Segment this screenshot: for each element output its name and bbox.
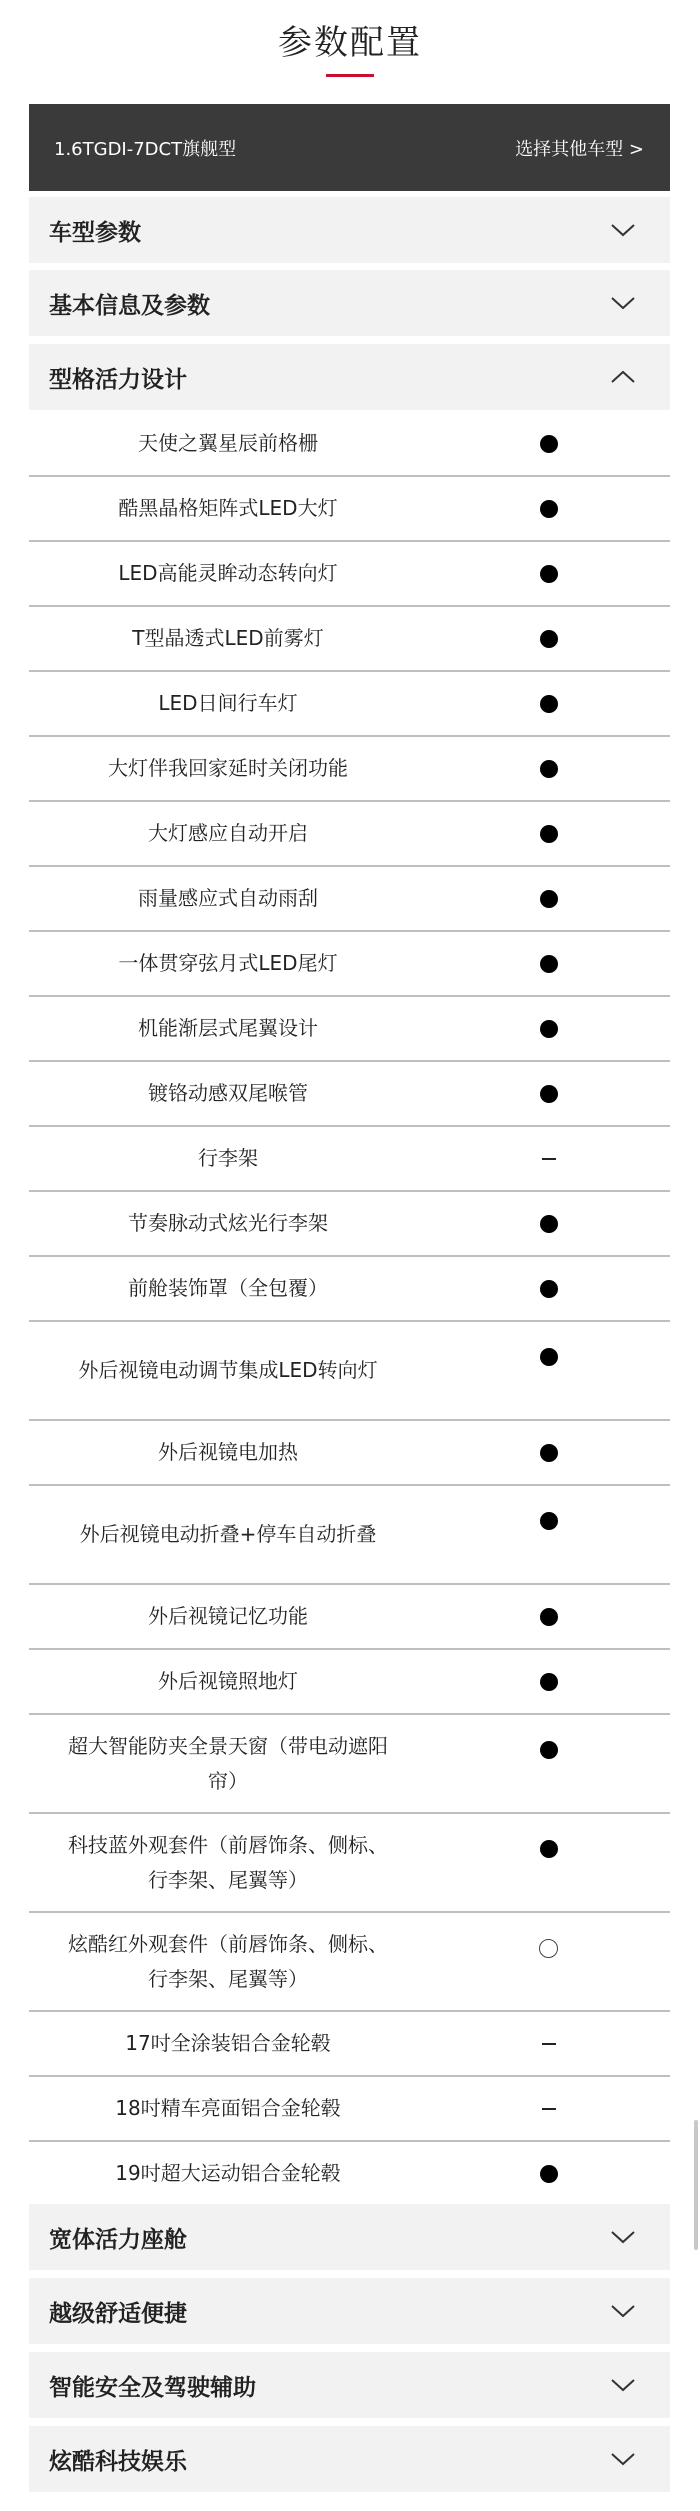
feature-value — [427, 2077, 670, 2140]
section-header-safety[interactable] — [29, 2352, 670, 2418]
section-label: 型格活力设计 — [49, 366, 187, 393]
feature-name: 天使之翼星辰前格栅 — [138, 431, 318, 455]
feature-value — [427, 932, 670, 995]
section-label: 宽体活力座舱 — [49, 2226, 187, 2253]
filled-dot-icon — [540, 565, 558, 583]
bottom-sections — [29, 2204, 670, 2500]
feature-value — [427, 867, 670, 930]
feature-name: 科技蓝外观套件（前唇饰条、侧标、行李架、尾翼等） — [68, 1832, 388, 1892]
feature-name: 机能渐层式尾翼设计 — [138, 1016, 318, 1040]
feature-value — [427, 1913, 670, 2010]
model-name: 1.6TGDI-7DCT旗舰型 — [54, 138, 237, 160]
chevron-down-icon — [610, 2377, 636, 2393]
section-header-exterior-design[interactable] — [29, 344, 670, 410]
section-header-cabin[interactable] — [29, 2204, 670, 2270]
feature-row — [29, 2142, 670, 2207]
feature-name: 行李架 — [198, 1146, 258, 1170]
section-header-vehicle-params[interactable] — [29, 197, 670, 263]
filled-dot-icon — [540, 2165, 558, 2183]
filled-dot-icon — [540, 500, 558, 518]
filled-dot-icon — [540, 1673, 558, 1691]
feature-name: LED高能灵眸动态转向灯 — [118, 561, 338, 585]
feature-name: 外后视镜电动调节集成LED转向灯 — [78, 1358, 378, 1382]
feature-row — [29, 607, 670, 672]
feature-row — [29, 2012, 670, 2077]
feature-name: 外后视镜照地灯 — [158, 1669, 298, 1693]
model-bar — [29, 104, 670, 191]
feature-value — [427, 1192, 670, 1255]
filled-dot-icon — [540, 695, 558, 713]
filled-dot-icon — [540, 1741, 558, 1759]
feature-name: 外后视镜电动折叠+停车自动折叠 — [79, 1522, 377, 1546]
feature-value — [427, 672, 670, 735]
feature-row — [29, 1257, 670, 1322]
feature-value — [427, 1814, 670, 1911]
section-label: 基本信息及参数 — [49, 292, 210, 319]
feature-row — [29, 1913, 670, 2012]
feature-value — [427, 1257, 670, 1320]
feature-row — [29, 1715, 670, 1814]
feature-value — [427, 1486, 670, 1583]
filled-dot-icon — [540, 1280, 558, 1298]
dash-icon — [542, 2108, 556, 2110]
section-label: 越级舒适便捷 — [49, 2300, 187, 2327]
feature-row — [29, 1192, 670, 1257]
chevron-down-icon — [610, 2229, 636, 2245]
feature-row — [29, 802, 670, 867]
feature-row — [29, 737, 670, 802]
feature-row — [29, 1322, 670, 1421]
hollow-circle-icon — [539, 1939, 558, 1958]
feature-value — [427, 737, 670, 800]
feature-row — [29, 997, 670, 1062]
chevron-down-icon — [610, 222, 636, 238]
feature-value — [427, 1062, 670, 1125]
feature-name: T型晶透式LED前雾灯 — [132, 626, 324, 650]
feature-name: 外后视镜记忆功能 — [148, 1604, 308, 1628]
scrollbar[interactable] — [694, 2120, 698, 2250]
page-title: 参数配置 — [278, 23, 422, 63]
feature-value — [427, 1650, 670, 1713]
section-label: 智能安全及驾驶辅助 — [49, 2374, 256, 2401]
section-header-comfort[interactable] — [29, 2278, 670, 2344]
chevron-up-icon — [610, 369, 636, 385]
feature-row — [29, 477, 670, 542]
feature-name: 酷黑晶格矩阵式LED大灯 — [118, 496, 338, 520]
feature-value — [427, 2142, 670, 2205]
filled-dot-icon — [540, 890, 558, 908]
feature-row — [29, 672, 670, 737]
feature-value — [427, 477, 670, 540]
feature-name: 外后视镜电加热 — [158, 1440, 298, 1464]
feature-name: 大灯伴我回家延时关闭功能 — [108, 756, 348, 780]
section-header-basic-info[interactable] — [29, 270, 670, 336]
filled-dot-icon — [540, 630, 558, 648]
feature-name: 一体贯穿弦月式LED尾灯 — [118, 951, 338, 975]
feature-row — [29, 1650, 670, 1715]
feature-value — [427, 1322, 670, 1419]
chevron-down-icon — [610, 2451, 636, 2467]
feature-list — [29, 412, 670, 2207]
section-label: 车型参数 — [49, 219, 141, 246]
feature-name: LED日间行车灯 — [158, 691, 298, 715]
feature-row — [29, 1421, 670, 1486]
feature-value — [427, 1421, 670, 1484]
filled-dot-icon — [540, 1512, 558, 1530]
feature-name: 19吋超大运动铝合金轮毂 — [115, 2161, 341, 2185]
dash-icon — [542, 1158, 556, 1160]
feature-row — [29, 1062, 670, 1127]
title-underline — [326, 74, 374, 77]
feature-name: 节奏脉动式炫光行李架 — [128, 1211, 328, 1235]
filled-dot-icon — [540, 435, 558, 453]
feature-row — [29, 1585, 670, 1650]
feature-row — [29, 932, 670, 997]
feature-value — [427, 802, 670, 865]
section-header-entertainment[interactable] — [29, 2426, 670, 2492]
feature-value — [427, 542, 670, 605]
feature-name: 前舱装饰罩（全包覆） — [128, 1276, 328, 1300]
filled-dot-icon — [540, 1085, 558, 1103]
filled-dot-icon — [540, 1348, 558, 1366]
feature-row — [29, 1814, 670, 1913]
feature-value — [427, 1127, 670, 1190]
feature-value — [427, 607, 670, 670]
filled-dot-icon — [540, 760, 558, 778]
feature-value — [427, 997, 670, 1060]
feature-value — [427, 1585, 670, 1648]
feature-row — [29, 2077, 670, 2142]
feature-name: 炫酷红外观套件（前唇饰条、侧标、行李架、尾翼等） — [68, 1931, 388, 1991]
feature-name: 雨量感应式自动雨刮 — [138, 886, 318, 910]
feature-row — [29, 1486, 670, 1585]
section-label: 炫酷科技娱乐 — [49, 2448, 187, 2475]
filled-dot-icon — [540, 1840, 558, 1858]
feature-name: 大灯感应自动开启 — [148, 821, 308, 845]
chevron-down-icon — [610, 2303, 636, 2319]
feature-name: 超大智能防夹全景天窗（带电动遮阳帘） — [68, 1733, 388, 1793]
feature-row — [29, 867, 670, 932]
feature-row — [29, 1127, 670, 1192]
switch-model-link[interactable]: 选择其他车型 > — [515, 138, 644, 160]
feature-row — [29, 412, 670, 477]
feature-name: 17吋全涂装铝合金轮毂 — [125, 2031, 331, 2055]
feature-name: 镀铬动感双尾喉管 — [148, 1081, 308, 1105]
filled-dot-icon — [540, 1444, 558, 1462]
filled-dot-icon — [540, 825, 558, 843]
chevron-down-icon — [610, 295, 636, 311]
feature-value — [427, 1715, 670, 1812]
feature-value — [427, 2012, 670, 2075]
feature-name: 18吋精车亮面铝合金轮毂 — [115, 2096, 341, 2120]
filled-dot-icon — [540, 955, 558, 973]
filled-dot-icon — [540, 1215, 558, 1233]
filled-dot-icon — [540, 1020, 558, 1038]
dash-icon — [542, 2043, 556, 2045]
feature-value — [427, 412, 670, 475]
feature-row — [29, 542, 670, 607]
filled-dot-icon — [540, 1608, 558, 1626]
